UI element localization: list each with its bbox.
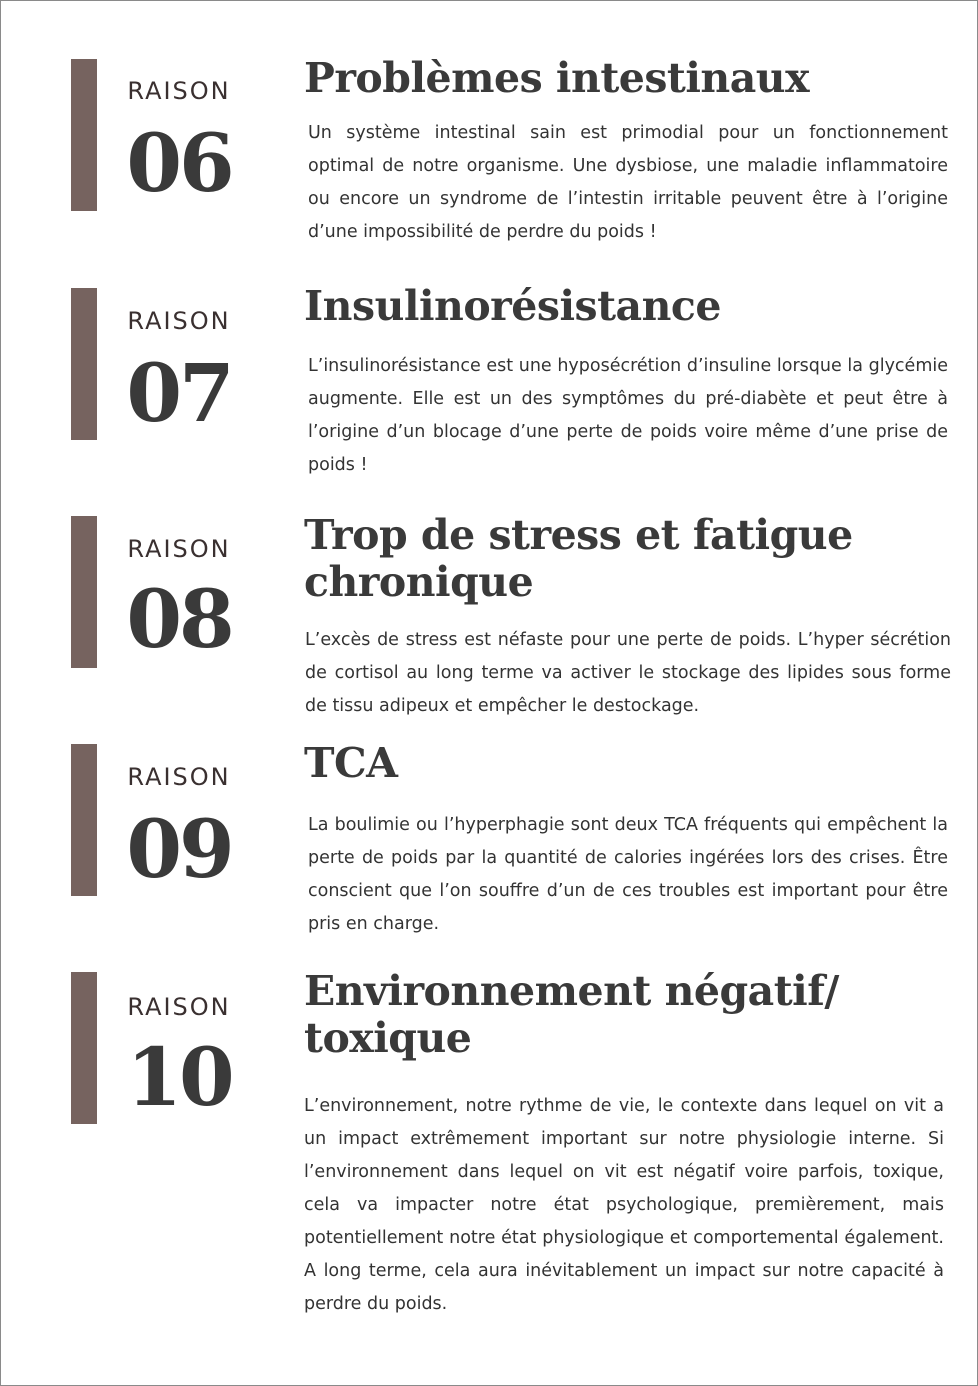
accent-bar: [71, 516, 97, 668]
raison-number: 07: [126, 346, 232, 440]
accent-bar: [71, 59, 97, 211]
raison-label: RAISON: [127, 993, 231, 1021]
raison-number: 10: [126, 1030, 232, 1124]
reason-title: Insulinorésistance: [304, 282, 721, 330]
raison-number: 09: [126, 802, 232, 896]
raison-label: RAISON: [127, 535, 231, 563]
reason-title: Trop de stress et fatigue chronique: [304, 511, 853, 606]
raison-number: 06: [126, 116, 232, 210]
reason-text: La boulimie ou l’hyperphagie sont deux TCA fréquents qui empêchent la perte de poids par la quantité de calories ingérées lors des crises. Être conscient que l’on souffre d’un de ces troubles est important pour être pris en charge.: [308, 815, 948, 934]
reason-title: TCA: [304, 739, 398, 787]
reason-title: Environnement négatif/ toxique: [304, 967, 839, 1062]
raison-label: RAISON: [127, 77, 231, 105]
raison-number: 08: [126, 572, 232, 666]
raison-label: RAISON: [127, 763, 231, 791]
reason-text: L’excès de stress est néfaste pour une perte de poids. L’hyper sécrétion de cortisol au long terme va activer le stockage des lipides sous forme de tissu adipeux et empêcher le destockage.: [305, 630, 951, 716]
reason-text: L’insulinorésistance est une hyposécrétion d’insuline lorsque la glycémie augmente. Elle est un des symptômes du pré-diabète et peut être à l’origine d’un blocage d’une perte de poids voire même d’une prise de poids !: [308, 356, 948, 475]
reason-text: L’environnement, notre rythme de vie, le contexte dans lequel on vit a un impact extrêmement important sur notre physiologie interne. Si l’environnement dans lequel on vit est négatif voire parfois, toxique, cela va impacter notre état psychologique, premièrement, mais potentiellement notre état physiologique et comportemental également. A long terme, cela aura inévitablement un impact sur notre capacité à perdre du poids.: [304, 1096, 944, 1314]
accent-bar: [71, 972, 97, 1124]
accent-bar: [71, 744, 97, 896]
raison-label: RAISON: [127, 307, 231, 335]
reason-text: Un système intestinal sain est primodial pour un fonctionnement optimal de notre organisme. Une dysbiose, une maladie inflammatoire ou encore un syndrome de l’intestin irritable peuvent être à l’origine d’une impossibilité de perdre du poids !: [308, 123, 948, 242]
reason-title: Problèmes intestinaux: [304, 54, 810, 102]
accent-bar: [71, 288, 97, 440]
